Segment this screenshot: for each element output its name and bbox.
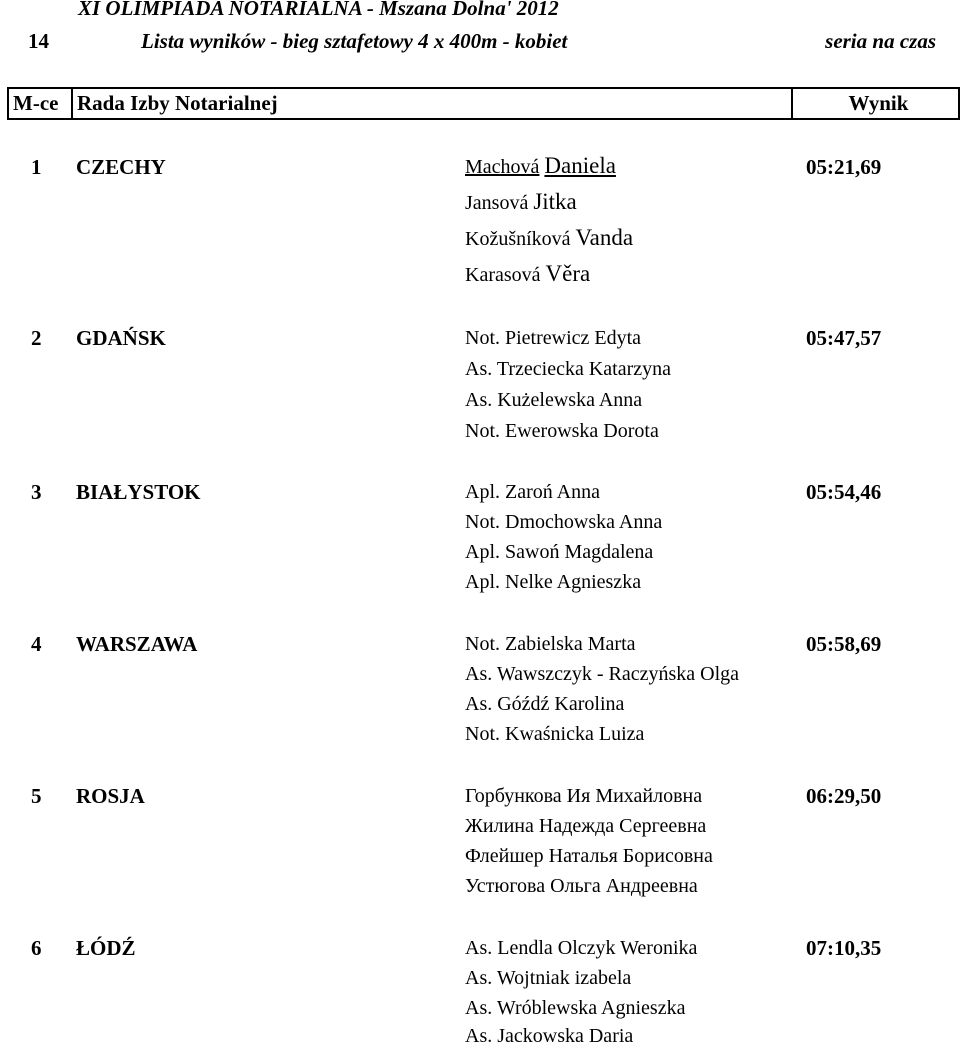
team-member: Not. Ewerowska Dorota (465, 420, 659, 442)
team-member: As. Góźdź Karolina (465, 693, 625, 715)
member-first-name: Vanda (575, 225, 634, 250)
team-member: Флейшер Наталья Борисовна (465, 845, 713, 867)
team-member: Not. Dmochowska Anna (465, 511, 663, 533)
member-surname: Machová (465, 156, 540, 178)
column-header-place: M-ce (7, 87, 73, 120)
column-header-result: Wynik (793, 87, 960, 120)
team-member (465, 261, 590, 288)
team-member: As. Trzeciecka Katarzyna (465, 358, 672, 380)
team-member: Apl. Nelke Agnieszka (465, 571, 642, 593)
team-result: 05:21,69 (806, 155, 882, 179)
team-member: As. Wróblewska Agnieszka (465, 997, 686, 1019)
team-place: 5 (31, 784, 42, 808)
team-place: 4 (31, 632, 42, 656)
team-member: As. Wawszczyk - Raczyńska Olga (465, 663, 740, 685)
team-member: As. Wojtniak izabela (465, 967, 632, 989)
member-surname: Kožušníková (465, 228, 571, 250)
team-member: As. Lendla Olczyk Weronika (465, 937, 698, 959)
team-member: As. Jackowska Daria (465, 1025, 634, 1047)
team-member (465, 189, 577, 216)
team-result: 05:47,57 (806, 326, 882, 350)
team-place: 1 (31, 155, 42, 179)
team-result: 07:10,35 (806, 936, 882, 960)
member-first-name: Věra (545, 261, 591, 286)
team-place: 2 (31, 326, 42, 350)
team-chamber: BIAŁYSTOK (76, 480, 201, 504)
team-member (465, 225, 633, 252)
team-member (465, 153, 616, 180)
team-result: 05:54,46 (806, 480, 882, 504)
series-label: seria na czas (825, 29, 936, 53)
team-result: 06:29,50 (806, 784, 882, 808)
team-result: 05:58,69 (806, 632, 882, 656)
member-surname: Jansová (465, 192, 529, 214)
member-surname: Karasová (465, 264, 541, 286)
team-chamber: WARSZAWA (76, 632, 198, 656)
team-member: Not. Zabielska Marta (465, 633, 636, 655)
team-member: Жилина Надежда Сергеевна (465, 815, 707, 837)
team-place: 6 (31, 936, 42, 960)
sheet-number: 14 (28, 29, 49, 53)
team-member: Apl. Sawoń Magdalena (465, 541, 654, 563)
team-chamber: CZECHY (76, 155, 166, 179)
team-member: Apl. Zaroń Anna (465, 481, 600, 503)
member-first-name: Daniela (544, 153, 616, 178)
team-member: Not. Kwaśnicka Luiza (465, 723, 645, 745)
team-member: Горбункова Ия Михайловна (465, 785, 703, 807)
team-chamber: ROSJA (76, 784, 145, 808)
column-header-chamber: Rada Izby Notarialnej (73, 87, 793, 120)
table-header (7, 87, 960, 120)
member-first-name: Jitka (533, 189, 577, 214)
event-title: XI OLIMPIADA NOTARIALNA - Mszana Dolna' 2012 (78, 0, 559, 20)
team-chamber: ŁÓDŹ (76, 936, 136, 960)
team-member: As. Kużelewska Anna (465, 389, 643, 411)
team-place: 3 (31, 480, 42, 504)
list-title: Lista wyników - bieg sztafetowy 4 x 400m - kobiet (141, 29, 568, 53)
team-chamber: GDAŃSK (76, 326, 166, 350)
team-member: Устюгова Ольга Андреевна (465, 875, 698, 897)
team-member: Not. Pietrewicz Edyta (465, 327, 642, 349)
